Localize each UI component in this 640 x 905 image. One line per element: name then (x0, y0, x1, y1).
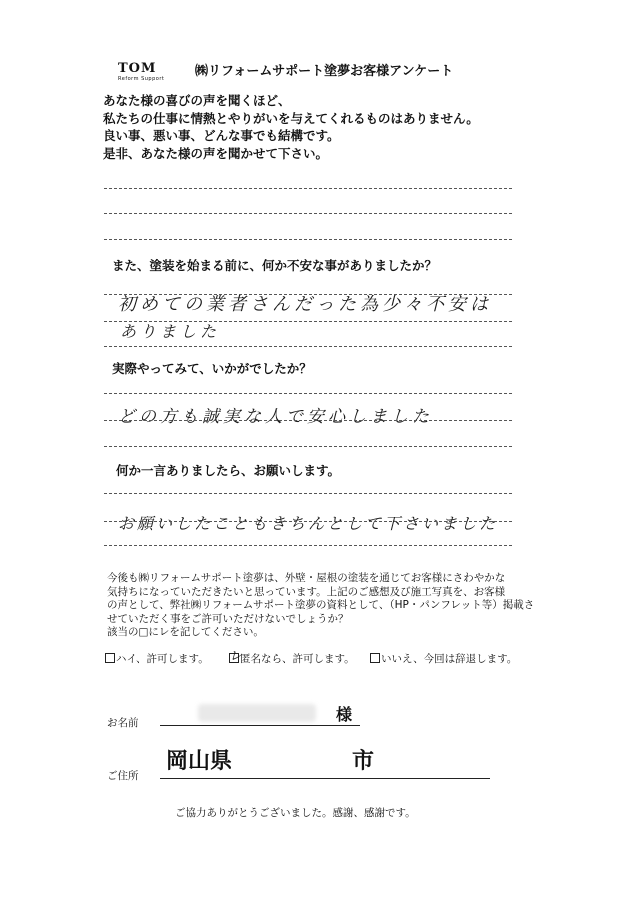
intro-line: 良い事、悪い事、どんな事でも結構です。 (103, 128, 340, 143)
consent-line: 今後も㈱リフォームサポート塗夢は、外壁・屋根の塗装を通じてお客様にさわやかな (107, 572, 506, 584)
answer-1-line-2: ありました (120, 322, 221, 341)
thanks-text: ご協力ありがとうございました。感謝、感謝です。 (175, 807, 416, 819)
answer-2: どの方も誠実な人で安心しました (118, 407, 433, 427)
answer-line[interactable] (104, 294, 512, 295)
consent-line: せていただく事をご許可いただけないでしょうか？ (107, 612, 349, 625)
logo-mark: TOM (118, 61, 157, 76)
page-title: ㈱リフォームサポート塗夢お客様アンケート (195, 64, 454, 79)
answer-line[interactable] (104, 346, 512, 347)
address-prefecture: 岡山県 (166, 749, 233, 774)
question-3: 何か一言ありましたら、お願いします。 (116, 463, 341, 478)
consent-line: 気持ちになっていただきたいと思っています。上記のご感想及び施工写真を、お客様 (107, 585, 506, 598)
answer-line[interactable] (104, 420, 512, 421)
answer-1-line-1: 初めての業者さんだった為少々不安は (118, 294, 492, 315)
answer-line[interactable] (104, 213, 512, 214)
answer-3: お願いしたこともきちんとして下さいました (118, 514, 499, 533)
logo-subtitle: Reform Support (118, 76, 165, 82)
intro-line: 是非、あなた様の声を聞かせて下さい。 (103, 145, 329, 161)
answer-line[interactable] (104, 188, 512, 189)
option-permit[interactable] (105, 651, 209, 666)
answer-line[interactable] (104, 321, 512, 322)
address-underline (160, 778, 490, 779)
option-decline-label: いいえ、今回は辞退します。 (381, 653, 518, 665)
option-anonymous[interactable] (229, 651, 355, 666)
answer-line[interactable] (104, 545, 512, 546)
intro-line: 私たちの仕事に情熱とやりがいを与えてくれるものはありません。 (103, 110, 479, 126)
checkbox-anonymous[interactable] (229, 649, 243, 664)
answer-line[interactable] (104, 239, 512, 240)
address-label: ご住所 (107, 770, 139, 782)
address-city-suffix: 市 (352, 749, 375, 774)
name-redacted (198, 704, 316, 722)
question-1: また、塗装を始まる前に、何か不安な事がありましたか？ (112, 258, 438, 273)
option-permit-label: ハイ、許可します。 (116, 653, 209, 665)
answer-line[interactable] (104, 521, 512, 522)
name-underline (160, 725, 360, 726)
name-label: お名前 (107, 717, 139, 729)
name-suffix: 様 (336, 705, 353, 724)
consent-line: 該当の□にレを記してください。 (107, 626, 264, 638)
intro-text (103, 92, 479, 162)
answer-line[interactable] (104, 446, 512, 447)
intro-line: あなた様の喜びの声を聞くほど、 (103, 93, 291, 108)
check-mark: レ (229, 649, 243, 664)
answer-line[interactable] (104, 393, 512, 394)
checkbox-decline[interactable] (370, 653, 380, 663)
consent-text (107, 572, 534, 640)
company-logo (118, 62, 178, 90)
question-2: 実際やってみて、いかがでしたか？ (112, 361, 312, 376)
option-decline[interactable] (370, 651, 517, 666)
answer-line[interactable] (104, 493, 512, 494)
consent-line: の声として、弊社㈱リフォームサポート塗夢の資料として、（HP・パンフレット等）掲載さ (107, 599, 535, 611)
checkbox-permit[interactable] (105, 653, 115, 663)
option-anonymous-label: 匿名なら、許可します。 (240, 653, 355, 665)
